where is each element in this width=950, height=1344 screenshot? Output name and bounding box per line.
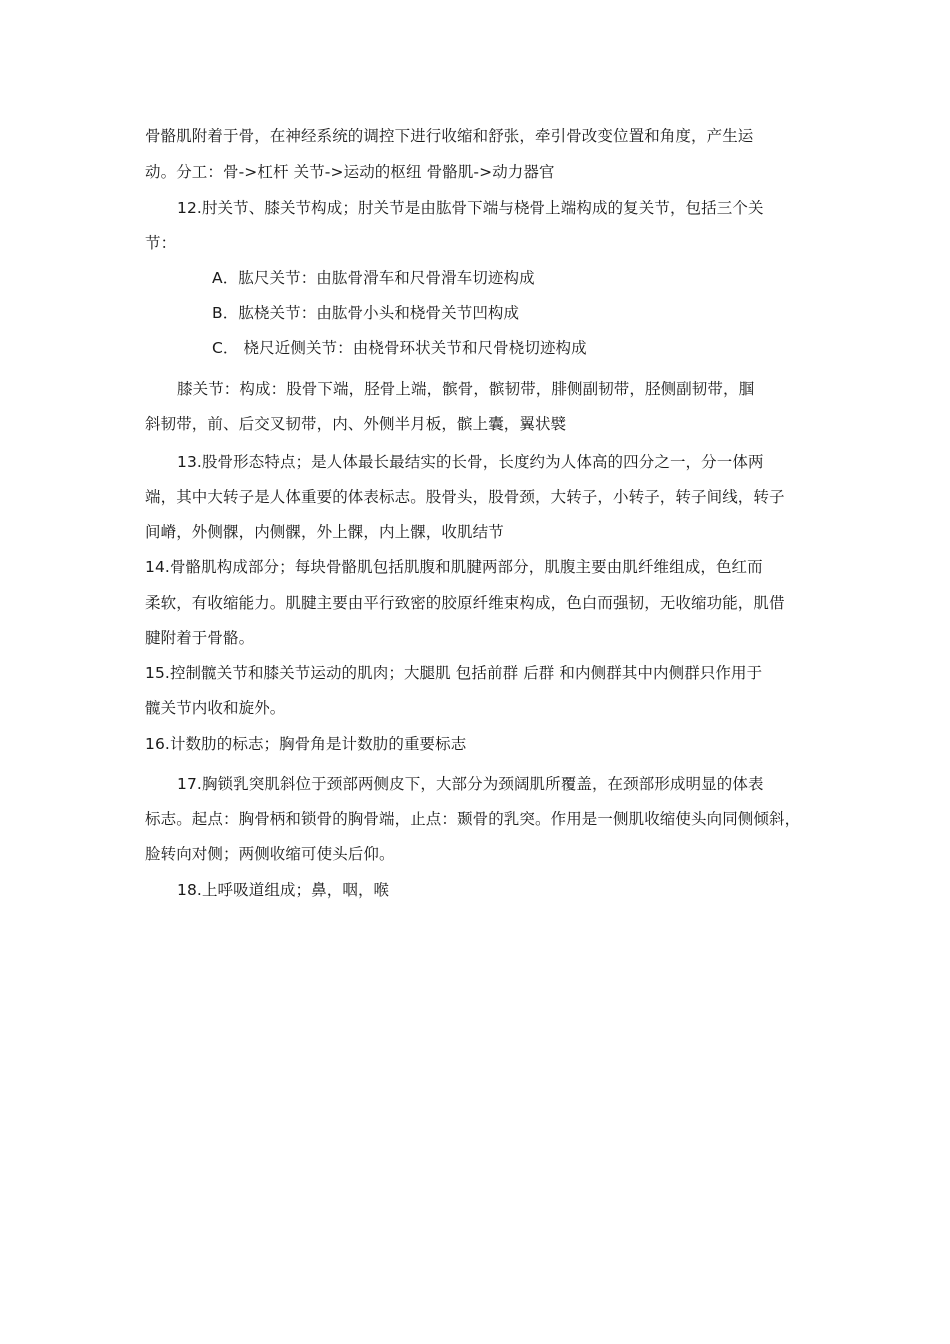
text-line: 16.计数肋的标志；胸骨角是计数肋的重要标志 [145, 735, 467, 753]
text-line: B．肱桡关节：由肱骨小头和桡骨关节凹构成 [212, 304, 520, 322]
text-line: 髋关节内收和旋外。 [145, 699, 286, 717]
text-line: 脸转向对侧；两侧收缩可使头后仰。 [145, 845, 395, 863]
text-line: 15.控制髋关节和膝关节运动的肌肉；大腿肌 包括前群 后群 和内侧群其中内侧群只作用于 [145, 664, 763, 682]
text-line: 节： [145, 234, 177, 252]
text-line: C． 桡尺近侧关节：由桡骨环状关节和尺骨桡切迹构成 [212, 339, 587, 357]
text-line: 13.股骨形态特点；是人体最长最结实的长骨，长度约为人体高的四分之一，分一体两 [177, 453, 764, 471]
text-line: 柔软，有收缩能力。肌腱主要由平行致密的胶原纤维束构成，色白而强韧，无收缩功能，肌借 [145, 594, 785, 612]
text-line: 动。分工：骨->杠杆 关节->运动的枢纽 骨骼肌->动力器官 [145, 163, 555, 181]
text-line: 18.上呼吸道组成；鼻，咽，喉 [177, 881, 390, 899]
text-line: 骨骼肌附着于骨，在神经系统的调控下进行收缩和舒张，牵引骨改变位置和角度，产生运 [145, 127, 754, 145]
text-line: 14.骨骼肌构成部分；每块骨骼肌包括肌腹和肌腱两部分，肌腹主要由肌纤维组成，色红而 [145, 558, 763, 576]
text-line: A．肱尺关节：由肱骨滑车和尺骨滑车切迹构成 [212, 269, 535, 287]
text-line: 膝关节：构成：股骨下端，胫骨上端，髌骨，髌韧带，腓侧副韧带，胫侧副韧带，腘 [177, 380, 755, 398]
text-line: 12.肘关节、膝关节构成；肘关节是由肱骨下端与桡骨上端构成的复关节，包括三个关 [177, 199, 764, 217]
text-line: 标志。起点：胸骨柄和锁骨的胸骨端，止点：颞骨的乳突。作用是一侧肌收缩使头向同侧倾斜， [145, 810, 801, 828]
text-line: 端，其中大转子是人体重要的体表标志。股骨头，股骨颈，大转子，小转子，转子间线，转子 [145, 488, 785, 506]
text-line: 斜韧带，前、后交叉韧带，内、外侧半月板，髌上囊，翼状襞 [145, 415, 567, 433]
text-line: 间嵴，外侧髁，内侧髁，外上髁，内上髁，收肌结节 [145, 523, 504, 541]
text-line: 腱附着于骨骼。 [145, 629, 255, 647]
text-line: 17.胸锁乳突肌斜位于颈部两侧皮下，大部分为颈阔肌所覆盖，在颈部形成明显的体表 [177, 775, 764, 793]
